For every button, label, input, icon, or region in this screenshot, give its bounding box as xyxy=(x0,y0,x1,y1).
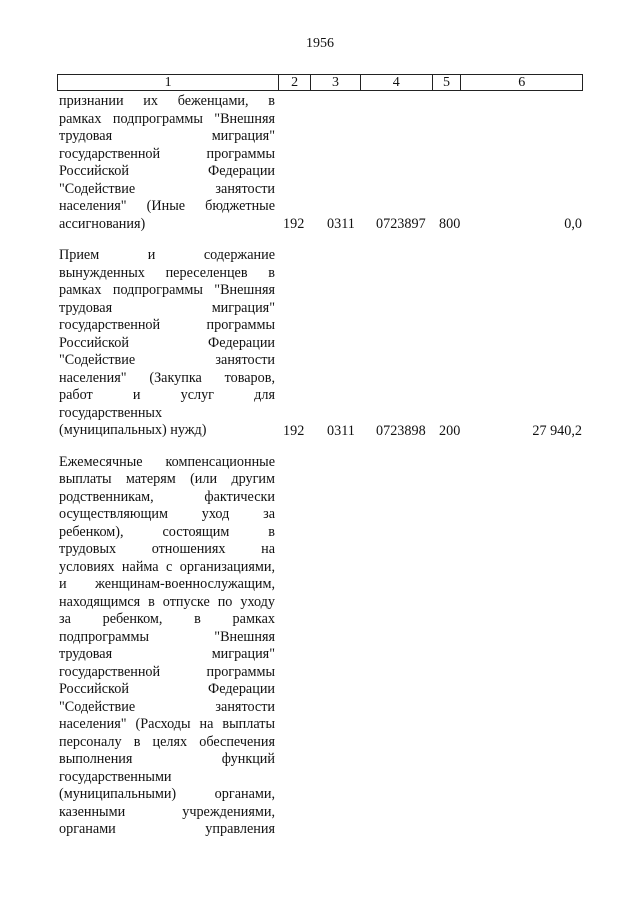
description-line: казенными учреждениями, xyxy=(59,803,275,820)
description-line: подпрограммы "Внешняя xyxy=(59,628,275,645)
description-line: рамках подпрограммы "Внешняя xyxy=(59,282,275,298)
table-header-row xyxy=(57,74,583,91)
description-line: государственных xyxy=(59,404,163,421)
description-line: условиях найма с организациями, xyxy=(59,558,275,575)
description-line: "Содействие занятости xyxy=(59,180,275,197)
expense-type-code: 800 xyxy=(439,216,461,232)
expense-type-code: 200 xyxy=(439,422,461,439)
description-line: населения" (Иные бюджетные xyxy=(59,198,275,214)
column-header-5: 5 xyxy=(433,75,462,90)
description-line: признании их беженцами, в xyxy=(59,93,275,109)
description-line: трудовых отношениях на xyxy=(59,541,275,557)
description-line: органами управления xyxy=(59,821,275,837)
description-line: и женщинам-военнослужащим, xyxy=(59,576,275,592)
description-line: Российской Федерации xyxy=(59,681,275,697)
description-line: государственной программы xyxy=(59,317,275,333)
section-code: 0311 xyxy=(327,216,355,232)
description-line: "Содействие занятости xyxy=(59,698,275,715)
amount: 0,0 xyxy=(564,216,582,232)
description-line: ребенком), состоящим в xyxy=(59,523,275,540)
description-line: рамках подпрограммы "Внешняя xyxy=(59,110,275,127)
description-line: родственникам, фактически xyxy=(59,488,275,505)
description-line: работ и услуг для xyxy=(59,387,275,403)
description-line: персоналу в целях обеспечения xyxy=(59,733,275,750)
column-header-1: 1 xyxy=(58,75,279,90)
row-description xyxy=(59,247,275,440)
row-codes xyxy=(59,215,585,233)
target-code: 0723897 xyxy=(376,216,426,232)
section-code: 0311 xyxy=(327,422,355,439)
description-line: населения" (Закупка товаров, xyxy=(59,369,275,386)
description-line: Российской Федерации xyxy=(59,163,275,179)
description-line: государственной программы xyxy=(59,145,275,162)
table-row xyxy=(59,454,585,839)
row-spacer xyxy=(59,440,585,454)
row-codes xyxy=(59,422,585,440)
admin-code: 192 xyxy=(283,216,305,232)
description-line: государственной программы xyxy=(59,663,275,680)
description-line: выплаты матерям (или другим xyxy=(59,471,275,487)
description-line: государственными xyxy=(59,768,172,785)
description-line: ассигнования) xyxy=(59,215,146,232)
description-line: (муниципальных) нужд) xyxy=(59,422,207,438)
description-line: за ребенком, в рамках xyxy=(59,611,275,627)
description-line: населения" (Расходы на выплаты xyxy=(59,716,275,732)
description-line: Ежемесячные компенсационные xyxy=(59,453,275,470)
table-row xyxy=(59,247,585,440)
target-code: 0723898 xyxy=(376,422,426,439)
column-header-3: 3 xyxy=(311,75,361,90)
page-number: 1956 xyxy=(306,36,334,51)
description-line: Российской Федерации xyxy=(59,334,275,351)
row-description xyxy=(59,93,275,233)
description-line: Прием и содержание xyxy=(59,247,275,263)
table-row xyxy=(59,93,585,233)
description-line: (муниципальными) органами, xyxy=(59,786,275,802)
description-line: осуществляющим уход за xyxy=(59,506,275,522)
description-line: находящимся в отпуске по уходу xyxy=(59,593,275,610)
description-line: трудовая миграция" xyxy=(59,646,275,662)
admin-code: 192 xyxy=(283,422,305,439)
column-header-2: 2 xyxy=(279,75,311,90)
row-description xyxy=(59,454,275,839)
table-body xyxy=(59,93,585,839)
column-header-4: 4 xyxy=(361,75,433,90)
description-line: трудовая миграция" xyxy=(59,299,275,316)
row-spacer xyxy=(59,233,585,247)
description-line: вынужденных переселенцев в xyxy=(59,264,275,281)
column-header-6: 6 xyxy=(518,75,526,90)
description-line: выполнения функций xyxy=(59,751,275,767)
description-line: "Содействие занятости xyxy=(59,352,275,368)
amount: 27 940,2 xyxy=(532,422,582,439)
description-line: трудовая миграция" xyxy=(59,128,275,144)
